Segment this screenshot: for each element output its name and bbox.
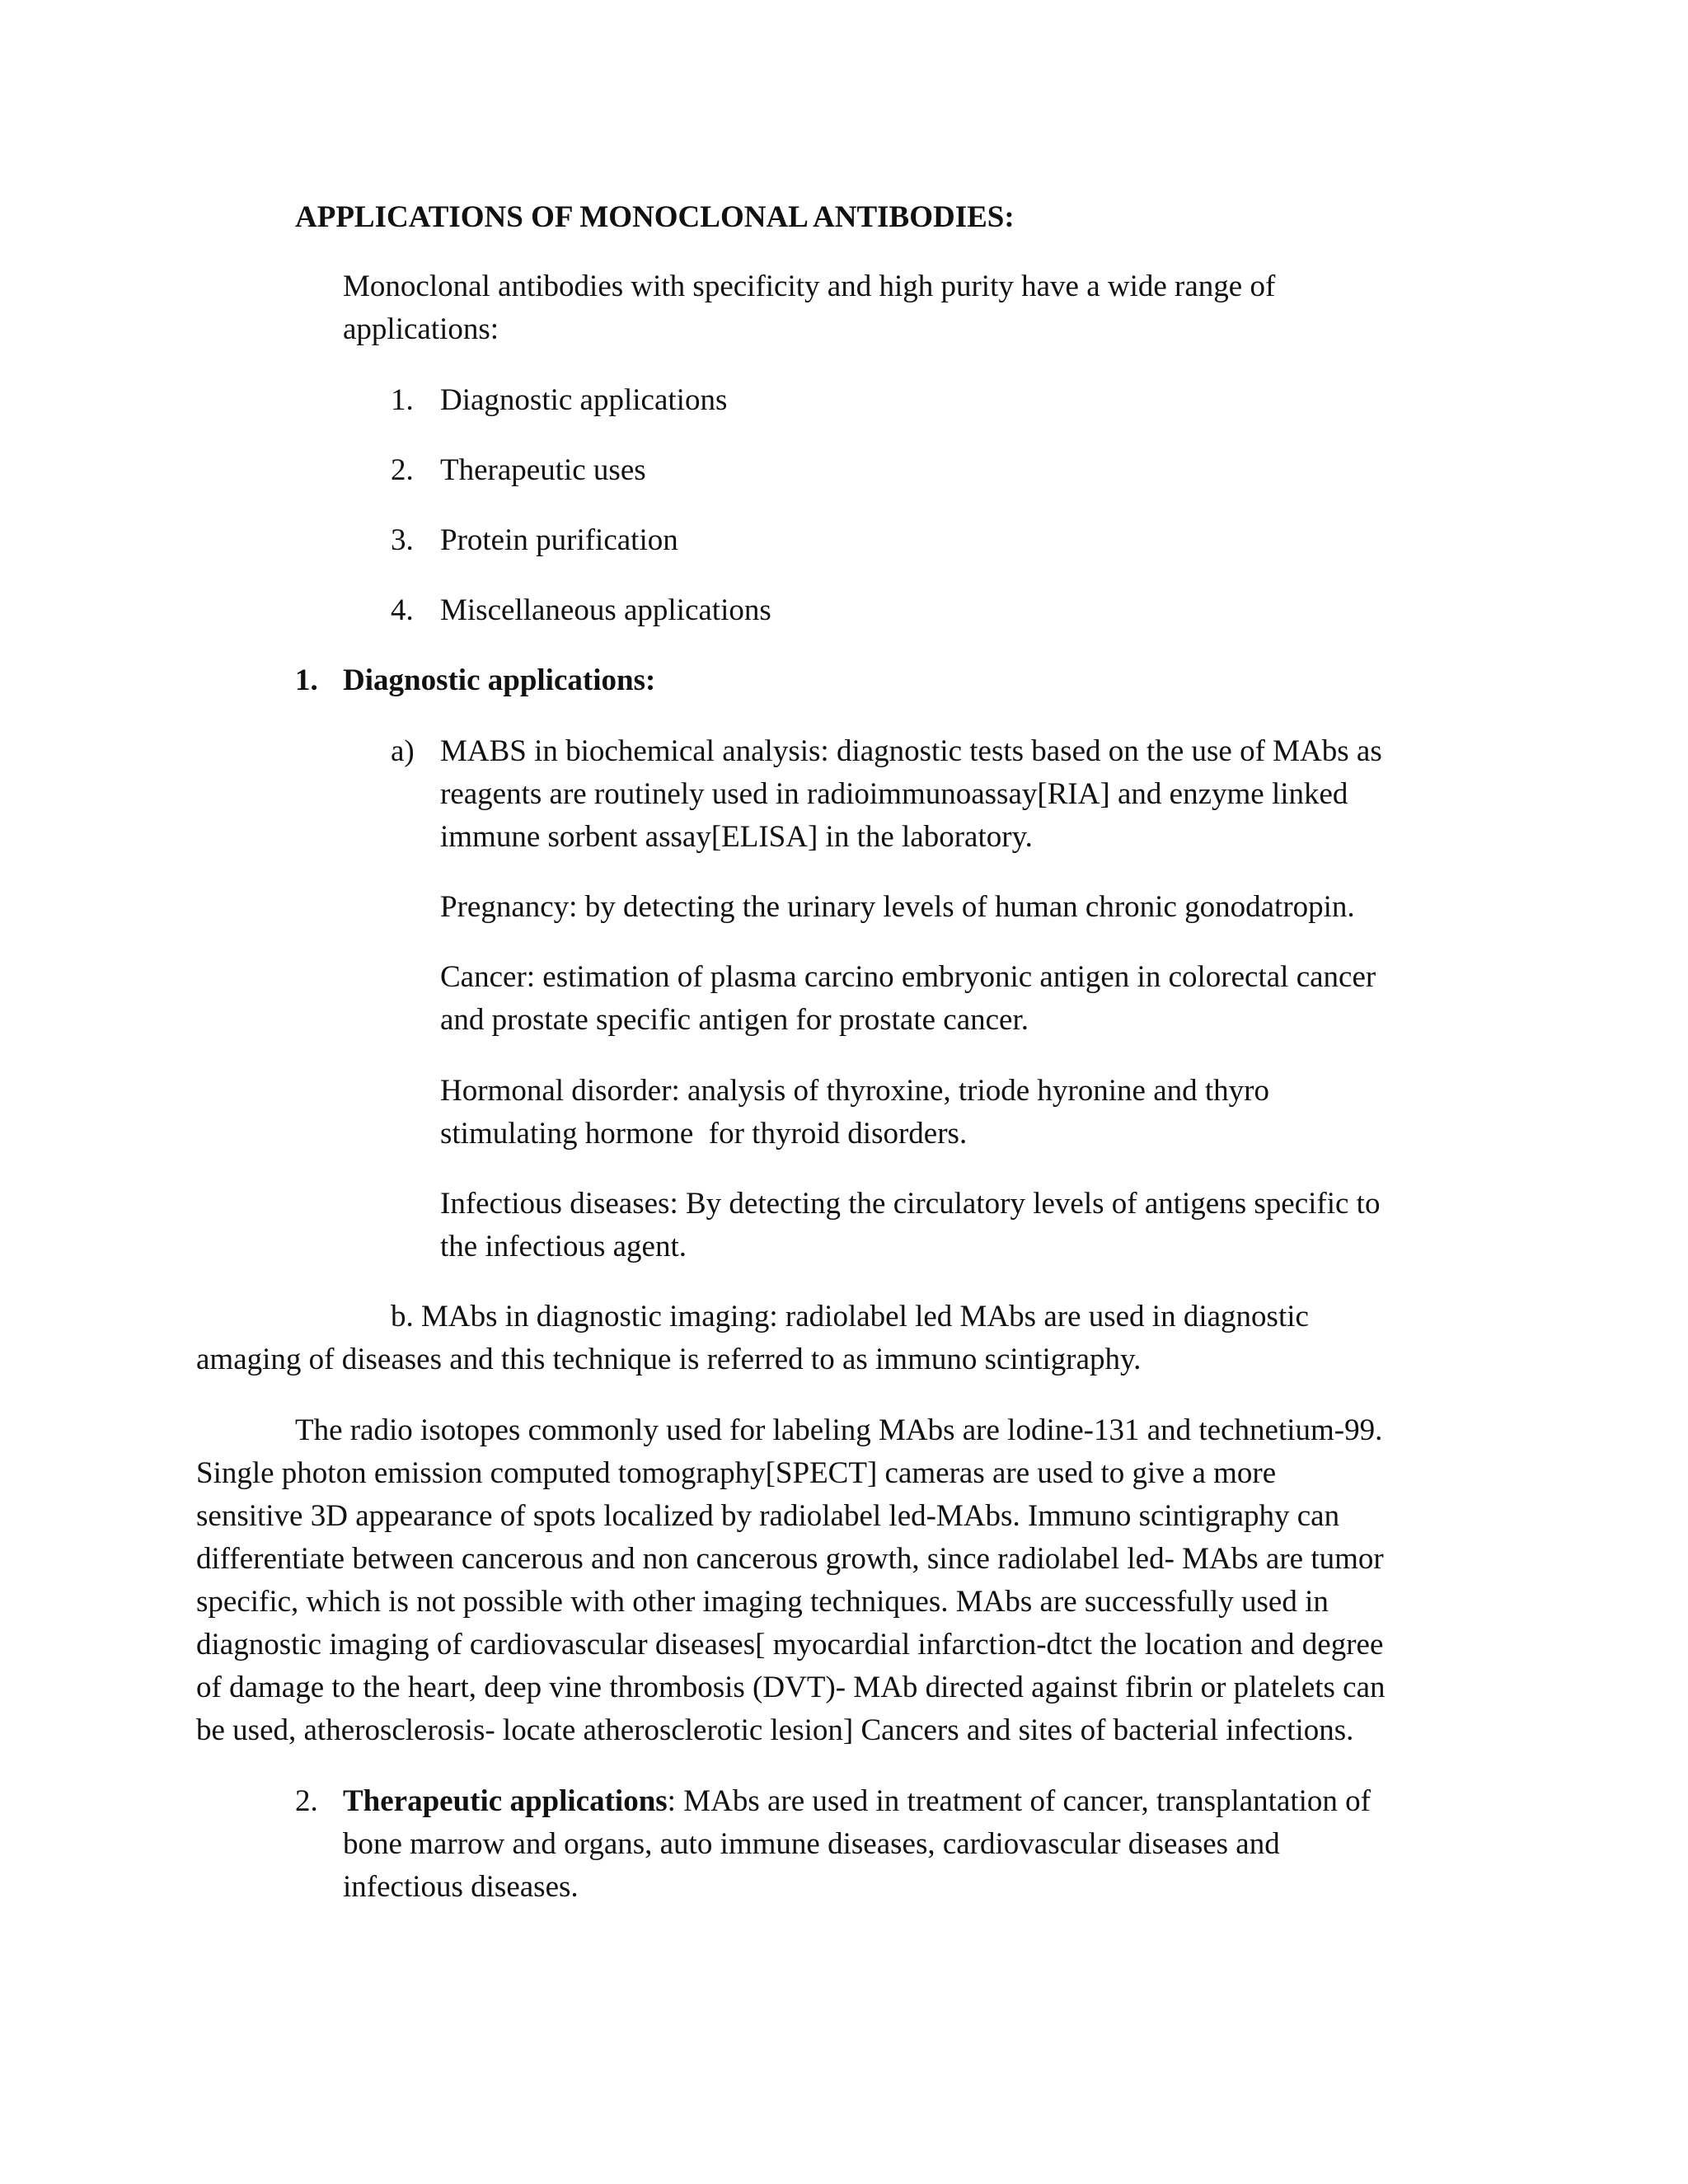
item-a-line-3: immune sorbent assay[ELISA] in the laboratory. (440, 820, 1033, 854)
section-2-line-3: infectious diseases. (343, 1870, 579, 1904)
paragraph-line: Single photon emission computed tomography[SPECT] cameras are used to give a more (196, 1456, 1277, 1490)
page-title: APPLICATIONS OF MONOCLONAL ANTIBODIES: (295, 200, 1015, 234)
item-b-line-2: amaging of diseases and this technique is referred to as immuno scintigraphy. (196, 1343, 1142, 1376)
section-2-line-1 (343, 1780, 1371, 1823)
infectious-line-1: Infectious diseases: By detecting the circulatory levels of antigens specific to (440, 1187, 1381, 1221)
list-item-text: Protein purification (440, 523, 678, 557)
section-2-title: Therapeutic applications (343, 1784, 668, 1818)
hormonal-line-2: stimulating hormone for thyroid disorders. (440, 1117, 968, 1151)
intro-line-2: applications: (343, 312, 499, 346)
pregnancy-text: Pregnancy: by detecting the urinary levels of human chronic gonodatropin. (440, 890, 1355, 924)
cancer-line-1: Cancer: estimation of plasma carcino embryonic antigen in colorectal cancer (440, 960, 1376, 994)
infectious-line-2: the infectious agent. (440, 1230, 687, 1263)
list-item-text: Diagnostic applications (440, 383, 728, 417)
section-1-title: Diagnostic applications: (343, 663, 656, 697)
section-2-number: 2. (295, 1784, 318, 1818)
item-b-line-1: b. MAbs in diagnostic imaging: radiolabel led MAbs are used in diagnostic (391, 1300, 1309, 1333)
section-2-line-1-rest: : MAbs are used in treatment of cancer, transplantation of (667, 1784, 1372, 1818)
paragraph-line: The radio isotopes commonly used for labeling MAbs are lodine-131 and technetium-99. (295, 1413, 1383, 1447)
intro-line-1: Monoclonal antibodies with specificity and high purity have a wide range of (343, 269, 1276, 303)
paragraph-line: of damage to the heart, deep vine thrombosis (DVT)- MAb directed against fibrin or platelets can (196, 1671, 1386, 1704)
section-2-line-2: bone marrow and organs, auto immune diseases, cardiovascular diseases and (343, 1827, 1280, 1861)
item-a-line-1: MABS in biochemical analysis: diagnostic tests based on the use of MAbs as (440, 734, 1382, 768)
list-item-number: 1. (391, 383, 414, 417)
paragraph-line: differentiate between cancerous and non cancerous growth, since radiolabel led- MAbs are tumor (196, 1542, 1384, 1576)
item-a-line-2: reagents are routinely used in radioimmunoassay[RIA] and enzyme linked (440, 777, 1348, 811)
paragraph-line: diagnostic imaging of cardiovascular diseases[ myocardial infarction-dtct the location and degree (196, 1628, 1384, 1661)
list-item-text: Therapeutic uses (440, 453, 646, 487)
hormonal-line-1: Hormonal disorder: analysis of thyroxine, triode hyronine and thyro (440, 1074, 1269, 1108)
cancer-line-2: and prostate specific antigen for prostate cancer. (440, 1003, 1029, 1037)
item-a-marker: a) (391, 734, 415, 768)
list-item-number: 4. (391, 593, 414, 627)
section-1-number: 1. (295, 663, 318, 697)
paragraph-line: sensitive 3D appearance of spots localized by radiolabel led-MAbs. Immuno scintigraphy can (196, 1499, 1340, 1533)
paragraph-line: specific, which is not possible with other imaging techniques. MAbs are successfully used in (196, 1585, 1329, 1619)
list-item-number: 2. (391, 453, 414, 487)
paragraph-line: be used, atherosclerosis- locate atherosclerotic lesion] Cancers and sites of bacterial infections. (196, 1713, 1354, 1747)
list-item-text: Miscellaneous applications (440, 593, 771, 627)
list-item-number: 3. (391, 523, 414, 557)
